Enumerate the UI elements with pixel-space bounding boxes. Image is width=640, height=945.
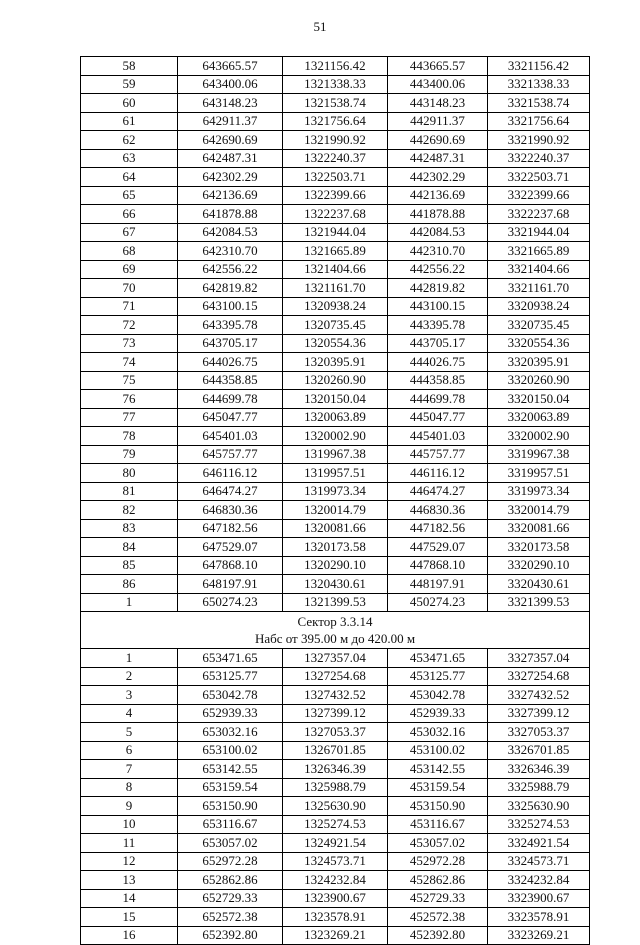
table-row: [81, 723, 590, 742]
x-coordinate-alt-cell: 446116.12: [388, 464, 488, 483]
table-row: [81, 741, 590, 760]
x-coordinate-alt-cell: 453159.54: [388, 778, 488, 797]
x-coordinate-alt-cell: 441878.88: [388, 205, 488, 224]
table-row: [81, 852, 590, 871]
y-coordinate-cell: 1325988.79: [283, 778, 388, 797]
table-body-part2: [81, 649, 590, 945]
sector-height-range: Набс от 395.00 м до 420.00 м: [254, 631, 416, 646]
y-coordinate-alt-cell: 3319973.34: [488, 482, 590, 501]
x-coordinate-cell: 643148.23: [178, 94, 283, 113]
y-coordinate-alt-cell: 3321404.66: [488, 260, 590, 279]
x-coordinate-cell: 643400.06: [178, 75, 283, 94]
table-row: [81, 205, 590, 224]
point-number-cell: 64: [81, 168, 178, 187]
table-row: [81, 279, 590, 298]
y-coordinate-alt-cell: 3327053.37: [488, 723, 590, 742]
y-coordinate-cell: 1321404.66: [283, 260, 388, 279]
x-coordinate-alt-cell: 447868.10: [388, 556, 488, 575]
x-coordinate-cell: 653125.77: [178, 667, 283, 686]
point-number-cell: 83: [81, 519, 178, 538]
sector-header-cell: [81, 612, 590, 649]
y-coordinate-cell: 1321944.04: [283, 223, 388, 242]
table-row: [81, 186, 590, 205]
x-coordinate-alt-cell: 452939.33: [388, 704, 488, 723]
x-coordinate-alt-cell: 453057.02: [388, 834, 488, 853]
x-coordinate-cell: 653116.67: [178, 815, 283, 834]
x-coordinate-alt-cell: 443395.78: [388, 316, 488, 335]
point-number-cell: 66: [81, 205, 178, 224]
y-coordinate-alt-cell: 3323900.67: [488, 889, 590, 908]
y-coordinate-alt-cell: 3323269.21: [488, 926, 590, 945]
point-number-cell: 81: [81, 482, 178, 501]
table-row: [81, 94, 590, 113]
point-number-cell: 60: [81, 94, 178, 113]
x-coordinate-alt-cell: 442487.31: [388, 149, 488, 168]
y-coordinate-alt-cell: 3320395.91: [488, 353, 590, 372]
y-coordinate-alt-cell: 3324573.71: [488, 852, 590, 871]
x-coordinate-cell: 644026.75: [178, 353, 283, 372]
table-row: [81, 871, 590, 890]
x-coordinate-cell: 642690.69: [178, 131, 283, 150]
coordinates-table: [80, 56, 590, 945]
x-coordinate-cell: 644358.85: [178, 371, 283, 390]
point-number-cell: 70: [81, 279, 178, 298]
point-number-cell: 7: [81, 760, 178, 779]
table-row: [81, 223, 590, 242]
y-coordinate-cell: 1319957.51: [283, 464, 388, 483]
table-row: [81, 519, 590, 538]
y-coordinate-alt-cell: 3321944.04: [488, 223, 590, 242]
y-coordinate-alt-cell: 3321665.89: [488, 242, 590, 261]
y-coordinate-cell: 1326346.39: [283, 760, 388, 779]
table-row: [81, 316, 590, 335]
table-row: [81, 445, 590, 464]
x-coordinate-cell: 653142.55: [178, 760, 283, 779]
x-coordinate-alt-cell: 442819.82: [388, 279, 488, 298]
x-coordinate-alt-cell: 443705.17: [388, 334, 488, 353]
y-coordinate-alt-cell: 3320260.90: [488, 371, 590, 390]
point-number-cell: 6: [81, 741, 178, 760]
x-coordinate-alt-cell: 446474.27: [388, 482, 488, 501]
x-coordinate-alt-cell: 453116.67: [388, 815, 488, 834]
y-coordinate-alt-cell: 3321538.74: [488, 94, 590, 113]
y-coordinate-alt-cell: 3320150.04: [488, 390, 590, 409]
table-row: [81, 704, 590, 723]
x-coordinate-cell: 642310.70: [178, 242, 283, 261]
y-coordinate-alt-cell: 3325274.53: [488, 815, 590, 834]
x-coordinate-cell: 650274.23: [178, 593, 283, 612]
x-coordinate-cell: 643665.57: [178, 57, 283, 76]
x-coordinate-cell: 653150.90: [178, 797, 283, 816]
point-number-cell: 72: [81, 316, 178, 335]
point-number-cell: 13: [81, 871, 178, 890]
x-coordinate-cell: 647182.56: [178, 519, 283, 538]
x-coordinate-alt-cell: 445757.77: [388, 445, 488, 464]
x-coordinate-cell: 652939.33: [178, 704, 283, 723]
x-coordinate-cell: 653057.02: [178, 834, 283, 853]
table-row: [81, 168, 590, 187]
point-number-cell: 62: [81, 131, 178, 150]
y-coordinate-alt-cell: 3320735.45: [488, 316, 590, 335]
table-row: [81, 686, 590, 705]
x-coordinate-alt-cell: 444026.75: [388, 353, 488, 372]
y-coordinate-cell: 1321990.92: [283, 131, 388, 150]
point-number-cell: 2: [81, 667, 178, 686]
y-coordinate-cell: 1324921.54: [283, 834, 388, 853]
x-coordinate-alt-cell: 452862.86: [388, 871, 488, 890]
x-coordinate-alt-cell: 445047.77: [388, 408, 488, 427]
y-coordinate-cell: 1321161.70: [283, 279, 388, 298]
y-coordinate-alt-cell: 3323578.91: [488, 908, 590, 927]
x-coordinate-alt-cell: 442690.69: [388, 131, 488, 150]
x-coordinate-alt-cell: 442136.69: [388, 186, 488, 205]
point-number-cell: 9: [81, 797, 178, 816]
y-coordinate-alt-cell: 3321161.70: [488, 279, 590, 298]
point-number-cell: 77: [81, 408, 178, 427]
x-coordinate-cell: 642084.53: [178, 223, 283, 242]
table-row: [81, 649, 590, 668]
x-coordinate-cell: 647868.10: [178, 556, 283, 575]
table-row: [81, 371, 590, 390]
y-coordinate-alt-cell: 3327357.04: [488, 649, 590, 668]
x-coordinate-alt-cell: 452572.38: [388, 908, 488, 927]
x-coordinate-cell: 642302.29: [178, 168, 283, 187]
point-number-cell: 82: [81, 501, 178, 520]
y-coordinate-cell: 1319967.38: [283, 445, 388, 464]
table-row: [81, 297, 590, 316]
point-number-cell: 1: [81, 593, 178, 612]
y-coordinate-alt-cell: 3321156.42: [488, 57, 590, 76]
point-number-cell: 61: [81, 112, 178, 131]
x-coordinate-alt-cell: 443148.23: [388, 94, 488, 113]
point-number-cell: 59: [81, 75, 178, 94]
y-coordinate-alt-cell: 3320014.79: [488, 501, 590, 520]
table-row: [81, 242, 590, 261]
x-coordinate-cell: 642556.22: [178, 260, 283, 279]
y-coordinate-cell: 1326701.85: [283, 741, 388, 760]
x-coordinate-cell: 653159.54: [178, 778, 283, 797]
y-coordinate-cell: 1327399.12: [283, 704, 388, 723]
y-coordinate-alt-cell: 3322503.71: [488, 168, 590, 187]
x-coordinate-cell: 653042.78: [178, 686, 283, 705]
y-coordinate-alt-cell: 3325988.79: [488, 778, 590, 797]
y-coordinate-cell: 1327254.68: [283, 667, 388, 686]
x-coordinate-cell: 646474.27: [178, 482, 283, 501]
point-number-cell: 15: [81, 908, 178, 927]
y-coordinate-alt-cell: 3326346.39: [488, 760, 590, 779]
y-coordinate-cell: 1323900.67: [283, 889, 388, 908]
y-coordinate-cell: 1322399.66: [283, 186, 388, 205]
y-coordinate-cell: 1321338.33: [283, 75, 388, 94]
y-coordinate-cell: 1320430.61: [283, 575, 388, 594]
y-coordinate-cell: 1320150.04: [283, 390, 388, 409]
x-coordinate-cell: 642819.82: [178, 279, 283, 298]
table-row: [81, 75, 590, 94]
y-coordinate-cell: 1321156.42: [283, 57, 388, 76]
x-coordinate-cell: 652572.38: [178, 908, 283, 927]
x-coordinate-cell: 641878.88: [178, 205, 283, 224]
x-coordinate-alt-cell: 442302.29: [388, 168, 488, 187]
table-row: [81, 427, 590, 446]
table-row: [81, 353, 590, 372]
y-coordinate-alt-cell: 3320938.24: [488, 297, 590, 316]
table-row: [81, 926, 590, 945]
point-number-cell: 73: [81, 334, 178, 353]
point-number-cell: 84: [81, 538, 178, 557]
y-coordinate-alt-cell: 3322399.66: [488, 186, 590, 205]
y-coordinate-cell: 1321665.89: [283, 242, 388, 261]
table-row: [81, 538, 590, 557]
table-row: [81, 334, 590, 353]
point-number-cell: 69: [81, 260, 178, 279]
y-coordinate-alt-cell: 3320290.10: [488, 556, 590, 575]
y-coordinate-cell: 1321399.53: [283, 593, 388, 612]
y-coordinate-cell: 1320173.58: [283, 538, 388, 557]
x-coordinate-alt-cell: 453142.55: [388, 760, 488, 779]
x-coordinate-cell: 646830.36: [178, 501, 283, 520]
y-coordinate-alt-cell: 3321756.64: [488, 112, 590, 131]
x-coordinate-cell: 653100.02: [178, 741, 283, 760]
point-number-cell: 11: [81, 834, 178, 853]
x-coordinate-alt-cell: 452392.80: [388, 926, 488, 945]
point-number-cell: 8: [81, 778, 178, 797]
point-number-cell: 74: [81, 353, 178, 372]
x-coordinate-alt-cell: 448197.91: [388, 575, 488, 594]
point-number-cell: 4: [81, 704, 178, 723]
x-coordinate-cell: 647529.07: [178, 538, 283, 557]
y-coordinate-cell: 1320554.36: [283, 334, 388, 353]
y-coordinate-cell: 1325274.53: [283, 815, 388, 834]
y-coordinate-cell: 1320081.66: [283, 519, 388, 538]
y-coordinate-alt-cell: 3320554.36: [488, 334, 590, 353]
x-coordinate-alt-cell: 444699.78: [388, 390, 488, 409]
x-coordinate-cell: 642911.37: [178, 112, 283, 131]
table-row: [81, 408, 590, 427]
y-coordinate-alt-cell: 3320430.61: [488, 575, 590, 594]
y-coordinate-alt-cell: 3325630.90: [488, 797, 590, 816]
y-coordinate-alt-cell: 3319957.51: [488, 464, 590, 483]
table-row: [81, 482, 590, 501]
point-number-cell: 76: [81, 390, 178, 409]
y-coordinate-alt-cell: 3321399.53: [488, 593, 590, 612]
point-number-cell: 86: [81, 575, 178, 594]
x-coordinate-alt-cell: 446830.36: [388, 501, 488, 520]
x-coordinate-cell: 644699.78: [178, 390, 283, 409]
x-coordinate-alt-cell: 443100.15: [388, 297, 488, 316]
y-coordinate-cell: 1320014.79: [283, 501, 388, 520]
x-coordinate-alt-cell: 447182.56: [388, 519, 488, 538]
sector-header-row: [81, 612, 590, 649]
y-coordinate-cell: 1320938.24: [283, 297, 388, 316]
y-coordinate-cell: 1322240.37: [283, 149, 388, 168]
sector-title: Сектор 3.3.14: [297, 614, 373, 629]
point-number-cell: 75: [81, 371, 178, 390]
x-coordinate-cell: 645047.77: [178, 408, 283, 427]
x-coordinate-alt-cell: 442556.22: [388, 260, 488, 279]
table-row: [81, 834, 590, 853]
y-coordinate-alt-cell: 3320173.58: [488, 538, 590, 557]
x-coordinate-alt-cell: 442084.53: [388, 223, 488, 242]
point-number-cell: 5: [81, 723, 178, 742]
sector-header: [81, 612, 590, 649]
page-number: 51: [313, 19, 327, 34]
y-coordinate-alt-cell: 3326701.85: [488, 741, 590, 760]
table-row: [81, 797, 590, 816]
y-coordinate-cell: 1322237.68: [283, 205, 388, 224]
x-coordinate-alt-cell: 447529.07: [388, 538, 488, 557]
y-coordinate-cell: 1323578.91: [283, 908, 388, 927]
x-coordinate-alt-cell: 453150.90: [388, 797, 488, 816]
y-coordinate-alt-cell: 3322237.68: [488, 205, 590, 224]
y-coordinate-alt-cell: 3322240.37: [488, 149, 590, 168]
y-coordinate-cell: 1327053.37: [283, 723, 388, 742]
point-number-cell: 1: [81, 649, 178, 668]
x-coordinate-alt-cell: 453032.16: [388, 723, 488, 742]
table-row: [81, 556, 590, 575]
y-coordinate-cell: 1320735.45: [283, 316, 388, 335]
y-coordinate-cell: 1321538.74: [283, 94, 388, 113]
point-number-cell: 14: [81, 889, 178, 908]
x-coordinate-cell: 646116.12: [178, 464, 283, 483]
y-coordinate-cell: 1323269.21: [283, 926, 388, 945]
y-coordinate-alt-cell: 3319967.38: [488, 445, 590, 464]
x-coordinate-cell: 653471.65: [178, 649, 283, 668]
point-number-cell: 12: [81, 852, 178, 871]
y-coordinate-alt-cell: 3321990.92: [488, 131, 590, 150]
y-coordinate-cell: 1325630.90: [283, 797, 388, 816]
point-number-cell: 85: [81, 556, 178, 575]
table-row: [81, 908, 590, 927]
y-coordinate-alt-cell: 3320002.90: [488, 427, 590, 446]
table-row: [81, 149, 590, 168]
x-coordinate-cell: 652729.33: [178, 889, 283, 908]
x-coordinate-cell: 653032.16: [178, 723, 283, 742]
point-number-cell: 79: [81, 445, 178, 464]
table-row: [81, 815, 590, 834]
x-coordinate-alt-cell: 443400.06: [388, 75, 488, 94]
x-coordinate-alt-cell: 443665.57: [388, 57, 488, 76]
x-coordinate-cell: 645401.03: [178, 427, 283, 446]
y-coordinate-cell: 1327357.04: [283, 649, 388, 668]
point-number-cell: 10: [81, 815, 178, 834]
table-row: [81, 57, 590, 76]
table-row: [81, 131, 590, 150]
x-coordinate-alt-cell: 452972.28: [388, 852, 488, 871]
x-coordinate-alt-cell: 453125.77: [388, 667, 488, 686]
point-number-cell: 71: [81, 297, 178, 316]
x-coordinate-alt-cell: 453042.78: [388, 686, 488, 705]
table-row: [81, 575, 590, 594]
table-row: [81, 112, 590, 131]
x-coordinate-alt-cell: 453471.65: [388, 649, 488, 668]
point-number-cell: 58: [81, 57, 178, 76]
x-coordinate-cell: 643705.17: [178, 334, 283, 353]
y-coordinate-cell: 1320395.91: [283, 353, 388, 372]
x-coordinate-alt-cell: 444358.85: [388, 371, 488, 390]
y-coordinate-cell: 1320063.89: [283, 408, 388, 427]
y-coordinate-cell: 1321756.64: [283, 112, 388, 131]
table-row: [81, 464, 590, 483]
x-coordinate-cell: 643395.78: [178, 316, 283, 335]
x-coordinate-cell: 652972.28: [178, 852, 283, 871]
point-number-cell: 3: [81, 686, 178, 705]
y-coordinate-alt-cell: 3327399.12: [488, 704, 590, 723]
point-number-cell: 65: [81, 186, 178, 205]
y-coordinate-cell: 1324573.71: [283, 852, 388, 871]
y-coordinate-alt-cell: 3324921.54: [488, 834, 590, 853]
x-coordinate-alt-cell: 453100.02: [388, 741, 488, 760]
table-row: [81, 667, 590, 686]
point-number-cell: 68: [81, 242, 178, 261]
x-coordinate-alt-cell: 445401.03: [388, 427, 488, 446]
y-coordinate-alt-cell: 3324232.84: [488, 871, 590, 890]
table-row: [81, 593, 590, 612]
y-coordinate-alt-cell: 3327254.68: [488, 667, 590, 686]
y-coordinate-cell: 1320002.90: [283, 427, 388, 446]
table-row: [81, 778, 590, 797]
x-coordinate-alt-cell: 442911.37: [388, 112, 488, 131]
y-coordinate-alt-cell: 3320063.89: [488, 408, 590, 427]
point-number-cell: 63: [81, 149, 178, 168]
y-coordinate-cell: 1327432.52: [283, 686, 388, 705]
point-number-cell: 16: [81, 926, 178, 945]
point-number-cell: 78: [81, 427, 178, 446]
y-coordinate-alt-cell: 3320081.66: [488, 519, 590, 538]
x-coordinate-cell: 643100.15: [178, 297, 283, 316]
point-number-cell: 67: [81, 223, 178, 242]
table-row: [81, 390, 590, 409]
table-row: [81, 760, 590, 779]
x-coordinate-cell: 648197.91: [178, 575, 283, 594]
y-coordinate-cell: 1320290.10: [283, 556, 388, 575]
x-coordinate-alt-cell: 452729.33: [388, 889, 488, 908]
y-coordinate-alt-cell: 3327432.52: [488, 686, 590, 705]
x-coordinate-alt-cell: 450274.23: [388, 593, 488, 612]
x-coordinate-cell: 642136.69: [178, 186, 283, 205]
table-row: [81, 260, 590, 279]
y-coordinate-cell: 1322503.71: [283, 168, 388, 187]
table-row: [81, 501, 590, 520]
y-coordinate-cell: 1319973.34: [283, 482, 388, 501]
y-coordinate-cell: 1320260.90: [283, 371, 388, 390]
x-coordinate-cell: 652392.80: [178, 926, 283, 945]
x-coordinate-cell: 642487.31: [178, 149, 283, 168]
x-coordinate-alt-cell: 442310.70: [388, 242, 488, 261]
x-coordinate-cell: 652862.86: [178, 871, 283, 890]
y-coordinate-alt-cell: 3321338.33: [488, 75, 590, 94]
y-coordinate-cell: 1324232.84: [283, 871, 388, 890]
table-body-part1: [81, 57, 590, 612]
x-coordinate-cell: 645757.77: [178, 445, 283, 464]
point-number-cell: 80: [81, 464, 178, 483]
